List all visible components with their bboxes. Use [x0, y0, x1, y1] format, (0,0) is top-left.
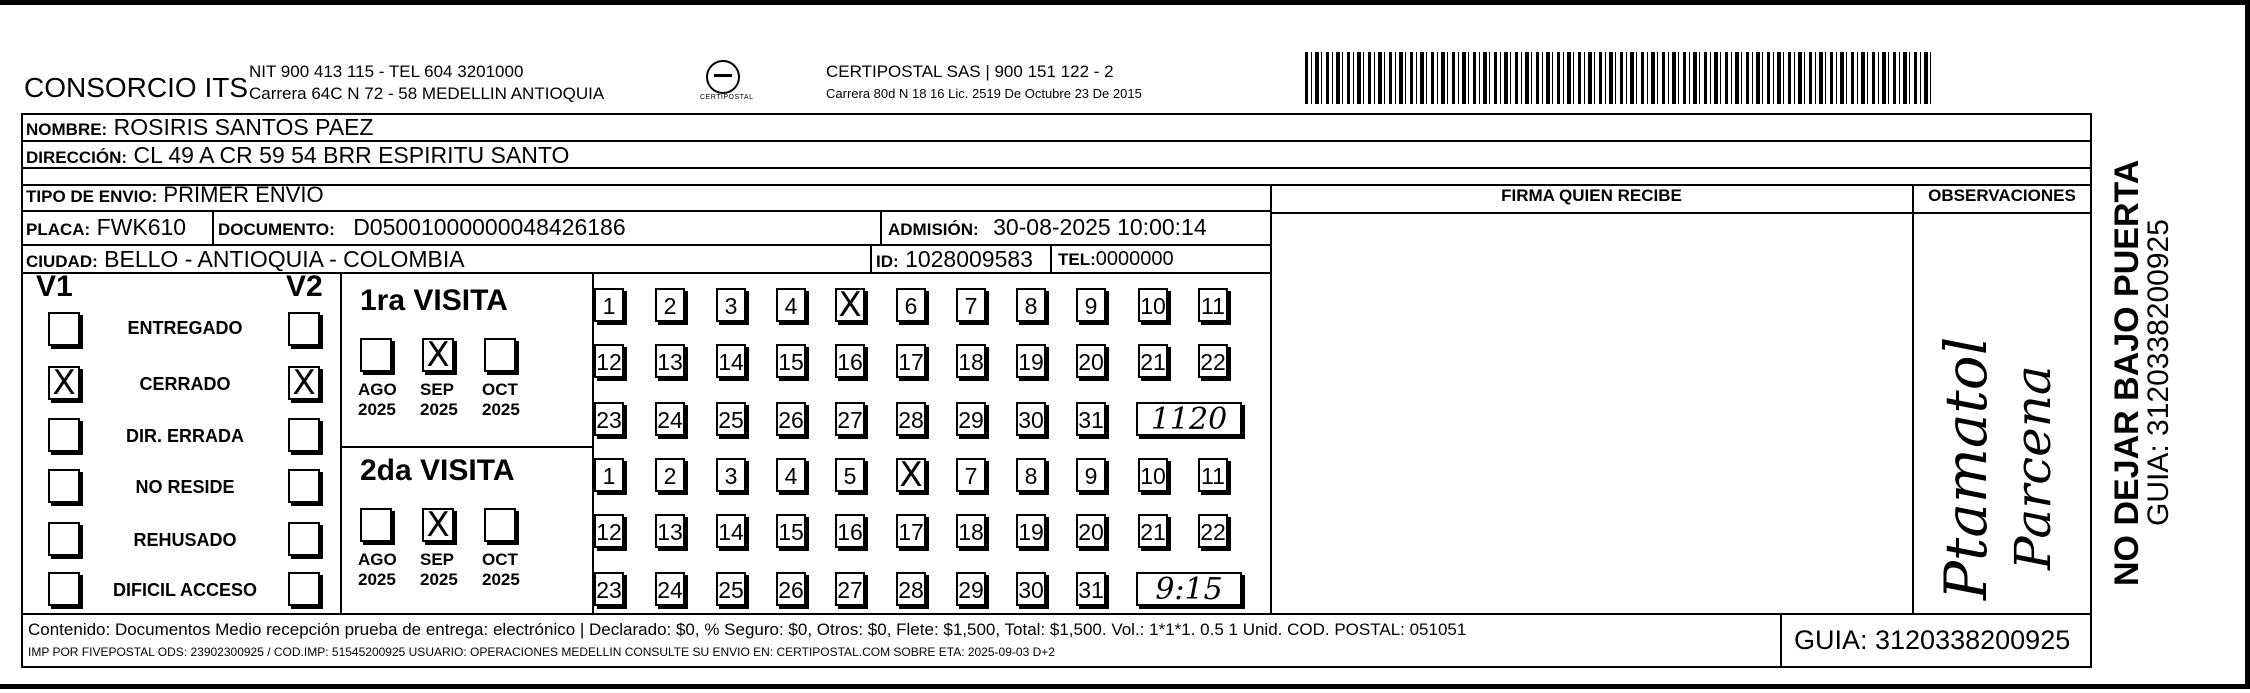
v1-checkbox[interactable]: X [48, 366, 80, 400]
no-dejar-warning: NO DEJAR BAJO PUERTA [2108, 159, 2146, 586]
month-label: AGO [358, 380, 397, 399]
month-checkbox[interactable]: X [422, 338, 454, 372]
admision-cell [888, 214, 1207, 241]
day-box[interactable]: 14 [716, 344, 746, 378]
col-line [1780, 613, 1782, 668]
admision-value: 30-08-2025 10:00:14 [993, 214, 1207, 240]
v1-checkbox[interactable] [48, 572, 80, 606]
day-box[interactable]: 10 [1138, 288, 1168, 322]
day-box[interactable]: 15 [776, 344, 806, 378]
col-line [340, 272, 342, 615]
documento-cell [218, 214, 626, 241]
day-box[interactable]: 26 [776, 572, 806, 606]
ciudad-label: CIUDAD: [26, 252, 98, 271]
side-guia: GUIA: 3120338200925 [2142, 219, 2175, 526]
day-box[interactable]: 17 [896, 514, 926, 548]
day-box[interactable]: 23 [594, 572, 624, 606]
month-checkbox[interactable]: X [422, 508, 454, 542]
month-checkbox[interactable] [484, 338, 516, 372]
documento-value: D05001000000048426186 [353, 214, 626, 240]
direccion-value: CL 49 A CR 59 54 BRR ESPIRITU SANTO [133, 142, 570, 168]
row-line [21, 210, 1271, 212]
day-box[interactable]: 13 [655, 344, 685, 378]
row-line [1271, 212, 1912, 214]
documento-label: DOCUMENTO: [218, 220, 335, 239]
v1-checkbox[interactable] [48, 312, 80, 346]
status-label: CERRADO [139, 374, 231, 394]
company-name: CONSORCIO ITS [24, 72, 249, 103]
day-box[interactable]: 18 [956, 344, 986, 378]
day-box[interactable]: 24 [655, 402, 685, 436]
col-line [1050, 244, 1052, 272]
footer-imp: IMP POR FIVEPOSTAL ODS: 23902300925 / COD.IMP: 51545200925 USUARIO: OPERACIONES MEDELLIN CONSULTE SU ENVIO EN: CERTIPOSTAL.COM SOBRE ETA: 2025-09-03 D+2 [28, 645, 1055, 659]
visit-title: 2da VISITA [360, 454, 515, 487]
day-box[interactable]: 31 [1076, 402, 1106, 436]
status-label: REHUSADO [133, 530, 237, 550]
footer-contenido: Contenido: Documentos Medio recepción prueba de entrega: electrónico | Declarado: $0, % Seguro: $0, Otros: $0, Flete: $1,500, Total: $1,500. Vol.: 1*1*1. 0.5 1 Unid. COD. POSTAL: 051051 [28, 620, 1467, 639]
row-line [342, 446, 592, 448]
col-line [592, 272, 594, 615]
placa-label: PLACA: [26, 220, 91, 239]
day-box[interactable]: 7 [956, 458, 986, 492]
day-box[interactable]: 9 [1076, 288, 1106, 322]
day-box[interactable]: 20 [1076, 514, 1106, 548]
v1-label: V1 [36, 270, 73, 303]
month-year: 2025 [420, 400, 458, 419]
month-label: AGO [358, 550, 397, 569]
v2-checkbox[interactable]: X [288, 366, 320, 400]
placa-value: FWK610 [96, 214, 187, 240]
month-year: 2025 [420, 570, 458, 589]
bottom-border [0, 684, 2250, 689]
month-label: OCT [482, 550, 518, 569]
firma-label: FIRMA QUIEN RECIBE [1501, 186, 1682, 205]
barcode [1305, 52, 1935, 104]
day-box[interactable]: 1 [594, 458, 624, 492]
day-box[interactable]: 29 [956, 572, 986, 606]
status-label: DIFICIL ACCESO [112, 580, 257, 600]
day-box[interactable]: X [835, 288, 865, 322]
day-box[interactable]: 10 [1138, 458, 1168, 492]
day-box[interactable]: 11 [1198, 288, 1228, 322]
direccion-label: DIRECCIÓN: [26, 148, 128, 167]
day-box[interactable]: 14 [716, 514, 746, 548]
day-box[interactable]: 2 [655, 458, 685, 492]
day-box[interactable]: 4 [776, 458, 806, 492]
day-box[interactable]: 23 [594, 402, 624, 436]
day-box[interactable]: 8 [1016, 458, 1046, 492]
certipostal-logo-icon [706, 60, 740, 94]
day-box[interactable]: 22 [1198, 514, 1228, 548]
direccion-row [26, 142, 569, 169]
day-box[interactable]: 5 [835, 458, 865, 492]
status-label: DIR. ERRADA [125, 426, 244, 446]
top-border [0, 0, 2250, 5]
day-box[interactable]: 8 [1016, 288, 1046, 322]
nombre-label: NOMBRE: [26, 120, 108, 139]
day-box[interactable]: 30 [1016, 572, 1046, 606]
observaciones-label: OBSERVACIONES [1928, 186, 2076, 205]
month-label: SEP [420, 550, 455, 569]
month-year: 2025 [482, 400, 520, 419]
tipo-value: PRIMER ENVIO [163, 182, 324, 207]
tel-cell [1058, 248, 1174, 271]
day-box[interactable]: 12 [594, 344, 624, 378]
v2-checkbox[interactable] [288, 312, 320, 346]
id-label: ID: [876, 252, 899, 271]
nombre-row [26, 114, 373, 141]
day-box[interactable]: 21 [1138, 344, 1168, 378]
col-line [1912, 184, 1914, 615]
day-box[interactable]: 19 [1016, 514, 1046, 548]
day-box[interactable]: 29 [956, 402, 986, 436]
day-box[interactable]: 30 [1016, 402, 1046, 436]
observation-handwriting-2: Parcena [2004, 365, 2062, 570]
day-box[interactable]: 11 [1198, 458, 1228, 492]
visit-time-box[interactable]: 1120 [1136, 402, 1242, 436]
day-box[interactable]: 28 [896, 572, 926, 606]
col-line [870, 244, 872, 272]
day-box[interactable]: 3 [716, 288, 746, 322]
day-box[interactable]: 21 [1138, 514, 1168, 548]
v2-checkbox[interactable] [288, 418, 320, 452]
observation-handwriting-1: Ptamatol [1932, 336, 2000, 600]
day-box[interactable]: 31 [1076, 572, 1106, 606]
month-label: OCT [482, 380, 518, 399]
v2-checkbox[interactable] [288, 572, 320, 606]
tel-label: TEL: [1058, 250, 1096, 269]
day-box[interactable]: 25 [716, 402, 746, 436]
status-label: NO RESIDE [135, 477, 235, 497]
tipo-label: TIPO DE ENVIO: [26, 187, 158, 206]
ciudad-cell [26, 246, 465, 273]
tipo-row [26, 182, 324, 208]
day-box[interactable]: 13 [655, 514, 685, 548]
v1-checkbox[interactable] [48, 418, 80, 452]
visit-time-box[interactable]: 9:15 [1136, 572, 1242, 606]
courier-address: Carrera 80d N 18 16 Lic. 2519 De Octubre 23 De 2015 [826, 86, 1142, 101]
day-box[interactable]: 19 [1016, 344, 1046, 378]
day-box[interactable]: 2 [655, 288, 685, 322]
col-line [880, 212, 882, 244]
day-box[interactable]: 3 [716, 458, 746, 492]
id-cell [876, 246, 1033, 273]
month-checkbox[interactable] [360, 508, 392, 542]
admision-label: ADMISIÓN: [888, 220, 979, 239]
logo-text: CERTIPOSTAL [700, 94, 754, 101]
placa-cell [26, 214, 186, 241]
courier-nit: CERTIPOSTAL SAS | 900 151 122 - 2 [826, 62, 1114, 81]
month-year: 2025 [358, 400, 396, 419]
day-box[interactable]: 1 [594, 288, 624, 322]
day-box[interactable]: 20 [1076, 344, 1106, 378]
day-box[interactable]: 4 [776, 288, 806, 322]
v1-checkbox[interactable] [48, 522, 80, 556]
day-box[interactable]: 26 [776, 402, 806, 436]
month-year: 2025 [482, 570, 520, 589]
col-line [1270, 184, 1272, 615]
day-box[interactable]: 22 [1198, 344, 1228, 378]
day-box[interactable]: 12 [594, 514, 624, 548]
v2-checkbox[interactable] [288, 469, 320, 503]
day-box[interactable]: 9 [1076, 458, 1106, 492]
day-box[interactable]: 6 [896, 288, 926, 322]
month-checkbox[interactable] [484, 508, 516, 542]
day-box[interactable]: 27 [835, 572, 865, 606]
v1-checkbox[interactable] [48, 469, 80, 503]
month-year: 2025 [358, 570, 396, 589]
day-box[interactable]: 16 [835, 344, 865, 378]
day-box[interactable]: 24 [655, 572, 685, 606]
month-checkbox[interactable] [360, 338, 392, 372]
day-box[interactable]: 15 [776, 514, 806, 548]
company-nit: NIT 900 413 115 - TEL 604 3201000 [249, 62, 524, 81]
day-box[interactable]: 18 [956, 514, 986, 548]
col-line [212, 212, 214, 244]
v2-label: V2 [286, 270, 323, 303]
day-box[interactable]: 28 [896, 402, 926, 436]
visit-title: 1ra VISITA [360, 284, 508, 317]
day-box[interactable]: X [896, 458, 926, 492]
id-value: 1028009583 [905, 246, 1033, 272]
status-label: ENTREGADO [127, 318, 243, 338]
right-border [2245, 0, 2250, 689]
ciudad-value: BELLO - ANTIOQUIA - COLOMBIA [104, 246, 465, 272]
day-box[interactable]: 7 [956, 288, 986, 322]
month-label: SEP [420, 380, 455, 399]
day-box[interactable]: 25 [716, 572, 746, 606]
row-line [1912, 212, 2092, 214]
day-box[interactable]: 27 [835, 402, 865, 436]
nombre-value: ROSIRIS SANTOS PAEZ [113, 114, 374, 140]
day-box[interactable]: 17 [896, 344, 926, 378]
day-box[interactable]: 16 [835, 514, 865, 548]
footer-guia: GUIA: 3120338200925 [1794, 625, 2071, 655]
company-address: Carrera 64C N 72 - 58 MEDELLIN ANTIOQUIA [249, 84, 605, 103]
tel-value: 0000000 [1095, 248, 1174, 270]
v2-checkbox[interactable] [288, 522, 320, 556]
